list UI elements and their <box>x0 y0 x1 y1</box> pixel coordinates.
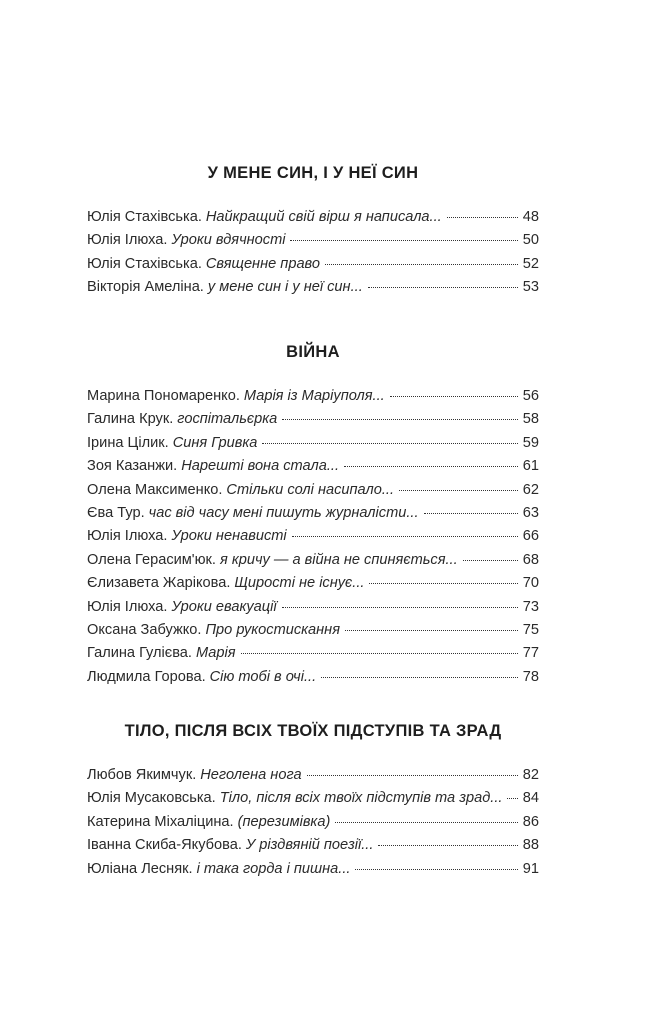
toc-entry[interactable] <box>87 408 539 431</box>
toc-list <box>87 764 539 881</box>
entry-page-number: 91 <box>522 860 539 877</box>
toc-entry[interactable] <box>87 455 539 478</box>
entry-title: Неголена нога <box>200 767 302 783</box>
entry-page-number: 78 <box>522 668 539 685</box>
entry-page-number: 77 <box>522 645 539 662</box>
dot-leader <box>378 844 518 846</box>
entry-title: Священне право <box>205 255 320 272</box>
entry-page-number: 52 <box>522 255 539 272</box>
entry-author: Любов Якимчук. <box>87 767 197 783</box>
entry-title: Найкращий свій вірш я написала... <box>205 209 442 225</box>
entry-page-number: 59 <box>522 434 539 451</box>
entry-page-number: 48 <box>522 209 539 225</box>
entry-title: Синя Гривка <box>172 434 258 451</box>
entry-page-number: 84 <box>522 790 539 807</box>
toc-entry[interactable] <box>87 764 539 787</box>
entry-author: Вікторія Амеліна. <box>87 279 204 296</box>
entry-author: Галина Гулієва. <box>87 645 192 662</box>
entry-title: час від часу мені пишуть журналісти... <box>148 504 419 521</box>
toc-entry[interactable] <box>87 666 539 689</box>
toc-entry[interactable] <box>87 572 539 595</box>
entry-author: Юлія Ілюха. <box>87 528 168 545</box>
dot-leader <box>262 442 518 444</box>
toc-entry[interactable] <box>87 206 539 229</box>
entry-page-number: 66 <box>522 528 539 545</box>
toc-entry[interactable] <box>87 811 539 834</box>
entry-title: Уроки вдячності <box>171 232 286 249</box>
entry-title: Сію тобі в очі... <box>209 668 317 685</box>
entry-title: госпітальєрка <box>177 411 278 428</box>
toc-entry[interactable] <box>87 642 539 665</box>
dot-leader <box>345 629 518 631</box>
toc-entry[interactable] <box>87 479 539 502</box>
entry-title: Щирості не існує... <box>234 575 365 592</box>
entry-author: Юлія Мусаковська. <box>87 790 216 807</box>
toc-entry[interactable] <box>87 619 539 642</box>
entry-author: Єва Тур. <box>87 504 145 521</box>
entry-author: Оксана Забужко. <box>87 621 202 638</box>
entry-author: Юлія Ілюха. <box>87 232 168 249</box>
toc-section-son <box>87 161 539 300</box>
entry-page-number: 56 <box>522 388 539 404</box>
toc-entry[interactable] <box>87 502 539 525</box>
toc-entry[interactable] <box>87 432 539 455</box>
dot-leader <box>507 797 518 799</box>
toc-entry[interactable] <box>87 787 539 810</box>
toc-list <box>87 385 539 689</box>
dot-leader <box>390 395 518 397</box>
dot-leader <box>369 582 518 584</box>
toc-entry[interactable] <box>87 385 539 408</box>
entry-page-number: 82 <box>522 767 539 783</box>
entry-page-number: 73 <box>522 598 539 615</box>
toc-entry[interactable] <box>87 229 539 252</box>
dot-leader <box>321 676 518 678</box>
entry-title: Марія із Маріуполя... <box>243 388 385 404</box>
entry-page-number: 86 <box>522 813 539 830</box>
entry-page-number: 62 <box>522 481 539 498</box>
entry-title: Марія <box>195 645 236 662</box>
dot-leader <box>325 263 518 265</box>
entry-title: Нарешті вона стала... <box>181 458 340 475</box>
entry-author: Галина Крук. <box>87 411 174 428</box>
entry-author: Юліана Лесняк. <box>87 860 193 877</box>
entry-title: (перезимівка) <box>237 813 331 830</box>
toc-entry[interactable] <box>87 596 539 619</box>
entry-title: Тіло, після всіх твоїх підступів та зрад... <box>219 790 503 807</box>
entry-page-number: 75 <box>522 621 539 638</box>
dot-leader <box>307 774 518 776</box>
entry-page-number: 70 <box>522 575 539 592</box>
toc-section-body <box>87 719 539 881</box>
entry-author: Ірина Цілик. <box>87 434 169 451</box>
entry-author: Марина Пономаренко. <box>87 388 240 404</box>
entry-page-number: 61 <box>522 458 539 475</box>
entry-author: Іванна Скиба-Якубова. <box>87 837 242 854</box>
dot-leader <box>368 286 518 288</box>
entry-page-number: 50 <box>522 232 539 249</box>
toc-entry[interactable] <box>87 253 539 276</box>
toc-section-war <box>87 340 539 689</box>
dot-leader <box>290 239 518 241</box>
dot-leader <box>399 489 518 491</box>
entry-page-number: 58 <box>522 411 539 428</box>
toc-entry[interactable] <box>87 525 539 548</box>
dot-leader <box>463 559 518 561</box>
entry-author: Юлія Стахівська. <box>87 209 202 225</box>
entry-title: я кричу — а війна не спиняється... <box>219 551 458 568</box>
dot-leader <box>344 465 518 467</box>
toc-entry[interactable] <box>87 858 539 881</box>
dot-leader <box>282 606 518 608</box>
dot-leader <box>241 652 518 654</box>
entry-title: Стільки солі насипало... <box>226 481 395 498</box>
entry-page-number: 68 <box>522 551 539 568</box>
dot-leader <box>424 512 518 514</box>
entry-title: Уроки ненависті <box>171 528 287 545</box>
entry-author: Юлія Ілюха. <box>87 598 168 615</box>
entry-page-number: 88 <box>522 837 539 854</box>
entry-page-number: 63 <box>522 504 539 521</box>
dot-leader <box>355 868 518 870</box>
toc-list <box>87 206 539 300</box>
section-heading: У МЕНЕ СИН, І У НЕЇ СИН <box>207 164 419 182</box>
entry-title: і така горда і пишна... <box>196 860 351 877</box>
dot-leader <box>335 821 518 823</box>
entry-title: у мене син і у неї син... <box>207 279 363 296</box>
toc-entry[interactable] <box>87 549 539 572</box>
section-heading: ВІЙНА <box>286 343 340 361</box>
entry-author: Олена Герасим'юк. <box>87 551 216 568</box>
dot-leader <box>282 418 518 420</box>
dot-leader <box>292 535 518 537</box>
toc-entry[interactable] <box>87 276 539 299</box>
entry-author: Зоя Казанжи. <box>87 458 178 475</box>
entry-title: Про рукостискання <box>205 621 340 638</box>
entry-title: У різдвяній поезії... <box>245 837 374 854</box>
entry-author: Олена Максименко. <box>87 481 223 498</box>
entry-author: Юлія Стахівська. <box>87 255 202 272</box>
dot-leader <box>447 216 518 218</box>
entry-author: Єлизавета Жарікова. <box>87 575 231 592</box>
section-heading: ТІЛО, ПІСЛЯ ВСІХ ТВОЇХ ПІДСТУПІВ ТА ЗРАД <box>124 722 502 740</box>
entry-author: Людмила Горова. <box>87 668 206 685</box>
entry-page-number: 53 <box>522 279 539 296</box>
toc-entry[interactable] <box>87 834 539 857</box>
entry-title: Уроки евакуації <box>171 598 277 615</box>
entry-author: Катерина Міхаліцина. <box>87 813 234 830</box>
